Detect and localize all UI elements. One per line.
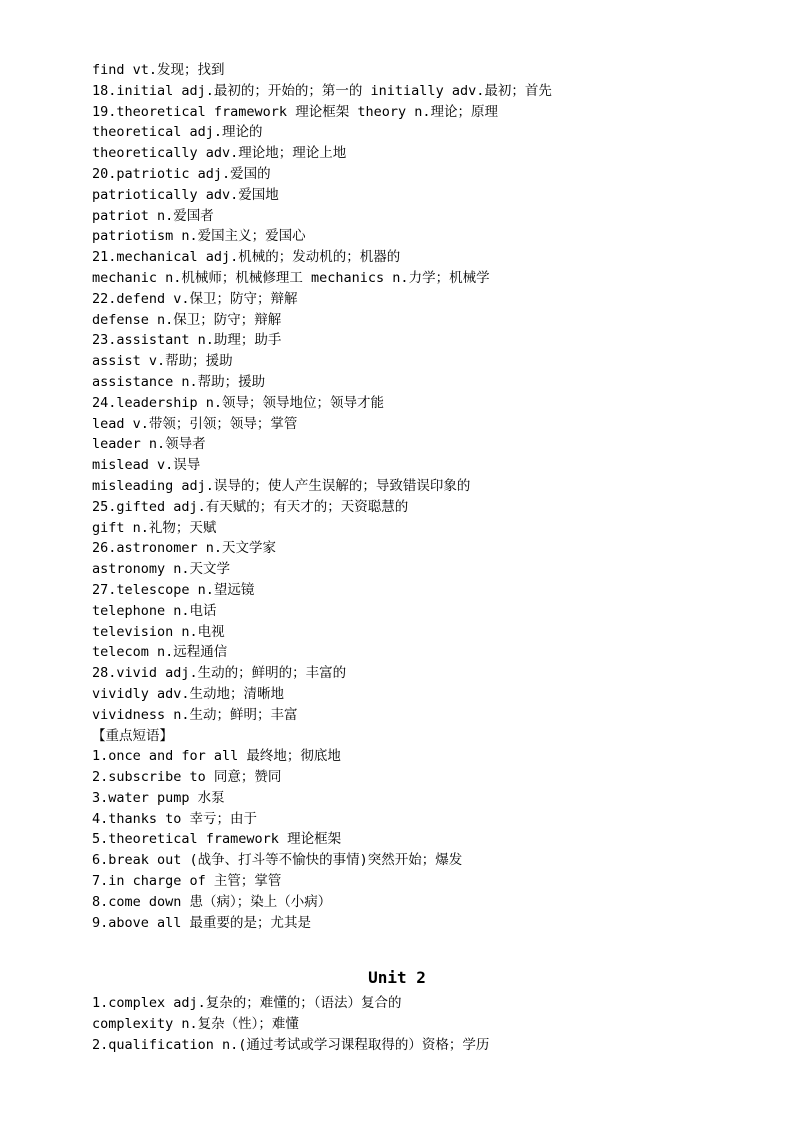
vocab-line: patriotically adv.爱国地 bbox=[92, 186, 279, 203]
unit-title: Unit 2 bbox=[368, 968, 426, 988]
vocab-line: theoretical adj.理论的 bbox=[92, 124, 263, 141]
phrase-line: 6.break out (战争、打斗等不愉快的事情)突然开始；爆发 bbox=[92, 852, 463, 869]
vocab-line: television n.电视 bbox=[92, 623, 225, 640]
vocab-line: theoretically adv.理论地；理论上地 bbox=[92, 145, 347, 162]
vocab-line: vividly adv.生动地；清晰地 bbox=[92, 685, 285, 702]
document-page bbox=[92, 60, 752, 1056]
vocab-line: mislead v.误导 bbox=[92, 457, 201, 474]
vocab-line: assist v.帮助；援助 bbox=[92, 353, 233, 370]
vocab-line: patriot n.爱国者 bbox=[92, 207, 214, 224]
vocab-line: 23.assistant n.助理；助手 bbox=[92, 332, 282, 349]
unit2-vocabulary-list bbox=[92, 993, 752, 1055]
phrase-line: 3.water pump 水泵 bbox=[92, 789, 225, 806]
vocab-line: 19.theoretical framework 理论框架 theory n.理论；原理 bbox=[92, 103, 498, 120]
vocab-line: defense n.保卫；防守；辩解 bbox=[92, 311, 282, 328]
vocab-line: 26.astronomer n.天文学家 bbox=[92, 540, 277, 557]
vocab-line: 2.qualification n.(通过考试或学习课程取得的）资格；学历 bbox=[92, 1037, 490, 1054]
phrase-line: 4.thanks to 幸亏；由于 bbox=[92, 810, 258, 827]
phrases-heading: 【重点短语】 bbox=[92, 727, 173, 744]
vocab-line: find vt.发现；找到 bbox=[92, 62, 225, 78]
vocab-line: assistance n.帮助；援助 bbox=[92, 373, 266, 390]
vocab-line: telecom n.远程通信 bbox=[92, 644, 228, 661]
vocab-line: leader n.领导者 bbox=[92, 436, 206, 453]
vocab-line: 24.leadership n.领导；领导地位；领导才能 bbox=[92, 394, 385, 411]
vocab-line: mechanic n.机械师；机械修理工 mechanics n.力学；机械学 bbox=[92, 269, 490, 286]
vocab-line: 20.patriotic adj.爱国的 bbox=[92, 165, 271, 182]
phrase-line: 8.come down 患（病）；染上（小病） bbox=[92, 893, 332, 910]
phrase-line: 5.theoretical framework 理论框架 bbox=[92, 831, 342, 848]
vocab-line: patriotism n.爱国主义；爱国心 bbox=[92, 228, 306, 245]
vocab-line: astronomy n.天文学 bbox=[92, 561, 231, 578]
vocab-line: 28.vivid adj.生动的；鲜明的；丰富的 bbox=[92, 665, 347, 682]
vocab-line: 27.telescope n.望远镜 bbox=[92, 581, 255, 598]
vocab-line: lead v.带领；引领；领导；掌管 bbox=[92, 415, 298, 432]
vocabulary-list bbox=[92, 60, 752, 726]
vocab-line: 25.gifted adj.有天赋的；有天才的；天资聪慧的 bbox=[92, 498, 409, 515]
vocab-line: 18.initial adj.最初的；开始的；第一的 initially adv.最初；首先 bbox=[92, 82, 552, 99]
vocab-line: telephone n.电话 bbox=[92, 602, 217, 619]
vocab-line: vividness n.生动；鲜明；丰富 bbox=[92, 706, 298, 723]
phrase-line: 7.in charge of 主管；掌管 bbox=[92, 873, 282, 890]
phrase-list bbox=[92, 746, 752, 933]
phrase-line: 1.once and for all 最终地；彻底地 bbox=[92, 748, 341, 765]
vocab-line: complexity n.复杂（性）；难懂 bbox=[92, 1016, 299, 1033]
section-gap bbox=[92, 933, 752, 963]
phrase-line: 2.subscribe to 同意；赞同 bbox=[92, 769, 282, 786]
vocab-line: gift n.礼物；天赋 bbox=[92, 519, 217, 536]
vocab-line: 1.complex adj.复杂的；难懂的；（语法）复合的 bbox=[92, 995, 402, 1012]
vocab-line: 22.defend v.保卫；防守；辩解 bbox=[92, 290, 298, 307]
vocab-line: misleading adj.误导的；使人产生误解的；导致错误印象的 bbox=[92, 477, 471, 494]
phrase-line: 9.above all 最重要的是；尤其是 bbox=[92, 914, 312, 931]
vocab-line: 21.mechanical adj.机械的；发动机的；机器的 bbox=[92, 249, 401, 266]
